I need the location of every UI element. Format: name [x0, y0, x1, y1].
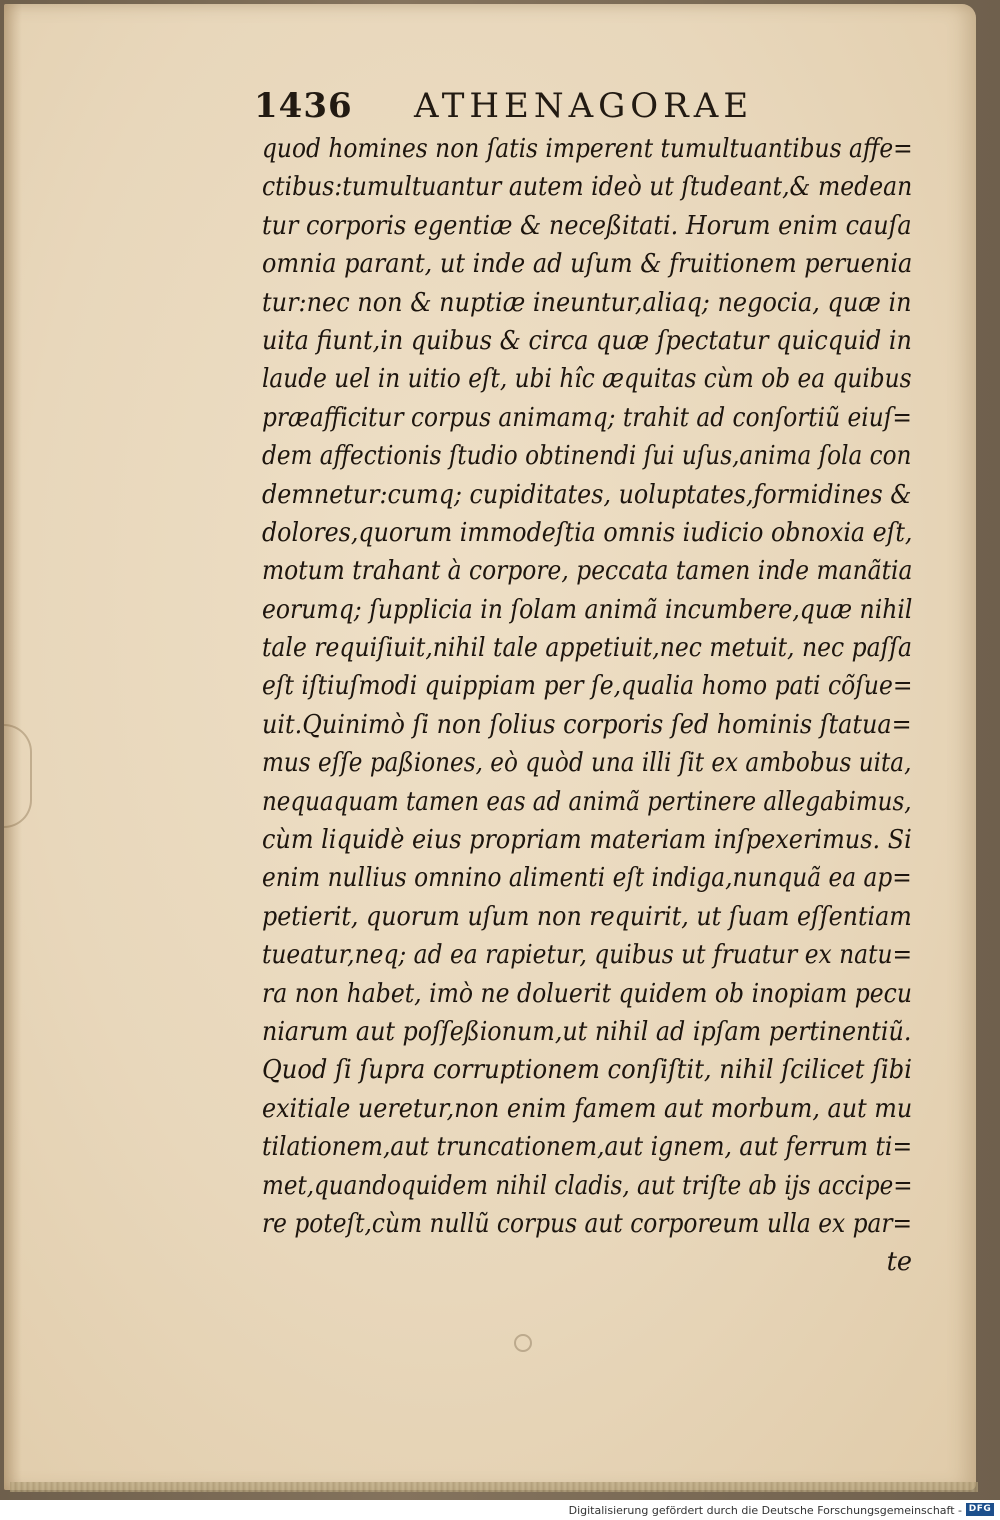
text-line: eſt iſtiuſmodi quippiam per ſe,qualia homo pati cõſue= — [262, 671, 913, 702]
text-line: eorumq; ſupplicia in ſolam animã incumbere,quæ nihil — [262, 594, 913, 625]
text-line: uit.Quinimò ſi non ſolius corporis ſed hominis ſtatua= — [262, 709, 912, 740]
text-line: dem affectionis ſtudio obtinendi ſui uſus,anima ſola con — [262, 441, 912, 472]
text-line: dolores,quorum immodeſtia omnis iudicio obnoxia eſt, — [262, 517, 913, 548]
text-line: Quod ſi ſupra corruptionem conſiſtit, nihil ſcilicet ſibi — [262, 1055, 912, 1086]
text-line: uita fiunt,in quibus & circa quæ ſpectatur quicquid in — [262, 325, 912, 356]
text-line: met,quandoquidem nihil cladis, aut triſte ab ijs accipe= — [262, 1170, 913, 1201]
text-line: exitiale ueretur,non enim famem aut morbum, aut mu — [262, 1093, 913, 1124]
funding-credit: Digitalisierung gefördert durch die Deutsche Forschungsgemeinschaft - — [568, 1504, 962, 1517]
text-line: cùm liquidè eius propriam materiam inſpexerimus. Si — [262, 825, 912, 856]
text-line: tueatur,neq; ad ea rapietur, quibus ut fruatur ex natu= — [262, 940, 913, 971]
text-line: tale requiſiuit,nihil tale appetiuit,nec metuit, nec paſſa — [262, 633, 912, 664]
text-line: omnia parant, ut inde ad uſum & fruitionem peruenia — [262, 249, 913, 280]
text-line: ctibus:tumultuantur autem ideò ut ſtudeant,& medean — [262, 172, 913, 203]
text-line: mus eſſe paßiones, eò quòd una illi ſit ex ambobus uita, — [262, 748, 912, 779]
text-line: ra non habet, imò ne doluerit quidem ob inopiam pecu — [262, 978, 912, 1009]
text-line: petierit, quorum uſum non requirit, ut ſuam eſſentiam — [262, 901, 912, 932]
page-number: 1436 — [254, 86, 353, 126]
text-line: nequaquam tamen eas ad animã pertinere allegabimus, — [262, 786, 912, 817]
running-head: ATHENAGORAE — [414, 86, 754, 126]
catchword: te — [886, 1247, 913, 1278]
dfg-logo: DFG — [966, 1503, 994, 1516]
text-line: niarum aut poſſeßionum,ut nihil ad ipſam pertinentiũ. — [262, 1016, 912, 1047]
text-line: tur:nec non & nuptiæ ineuntur,aliaq; negocia, quæ in — [262, 287, 912, 318]
text-line: præafficitur corpus animamq; trahit ad conſortiũ eiuſ= — [262, 402, 912, 433]
ink-smudge-mark — [514, 1334, 532, 1352]
page-tab-mark — [4, 724, 32, 828]
digitization-footer — [0, 1500, 1000, 1520]
text-line: demnetur:cumq; cupiditates, uoluptates,formidines & — [262, 479, 912, 510]
text-line: tilationem,aut truncationem,aut ignem, aut ferrum ti= — [262, 1132, 913, 1163]
page-header — [254, 82, 914, 132]
page-bottom-edge — [10, 1482, 978, 1492]
text-line: enim nullius omnino alimenti eſt indiga,nunquã ea ap= — [262, 863, 912, 894]
text-line: tur corporis egentiæ & neceßitati. Horum enim cauſa — [262, 210, 912, 241]
body-text — [262, 130, 922, 1282]
text-line: quod homines non ſatis imperent tumultuantibus affe= — [262, 134, 913, 164]
text-line: laude uel in uitio eſt, ubi hîc æquitas cùm ob ea quibus — [262, 364, 912, 395]
text-line: motum trahant à corpore, peccata tamen inde manãtia — [262, 556, 913, 587]
text-line: re poteſt,cùm nullũ corpus aut corporeum ulla ex par= — [262, 1208, 913, 1239]
